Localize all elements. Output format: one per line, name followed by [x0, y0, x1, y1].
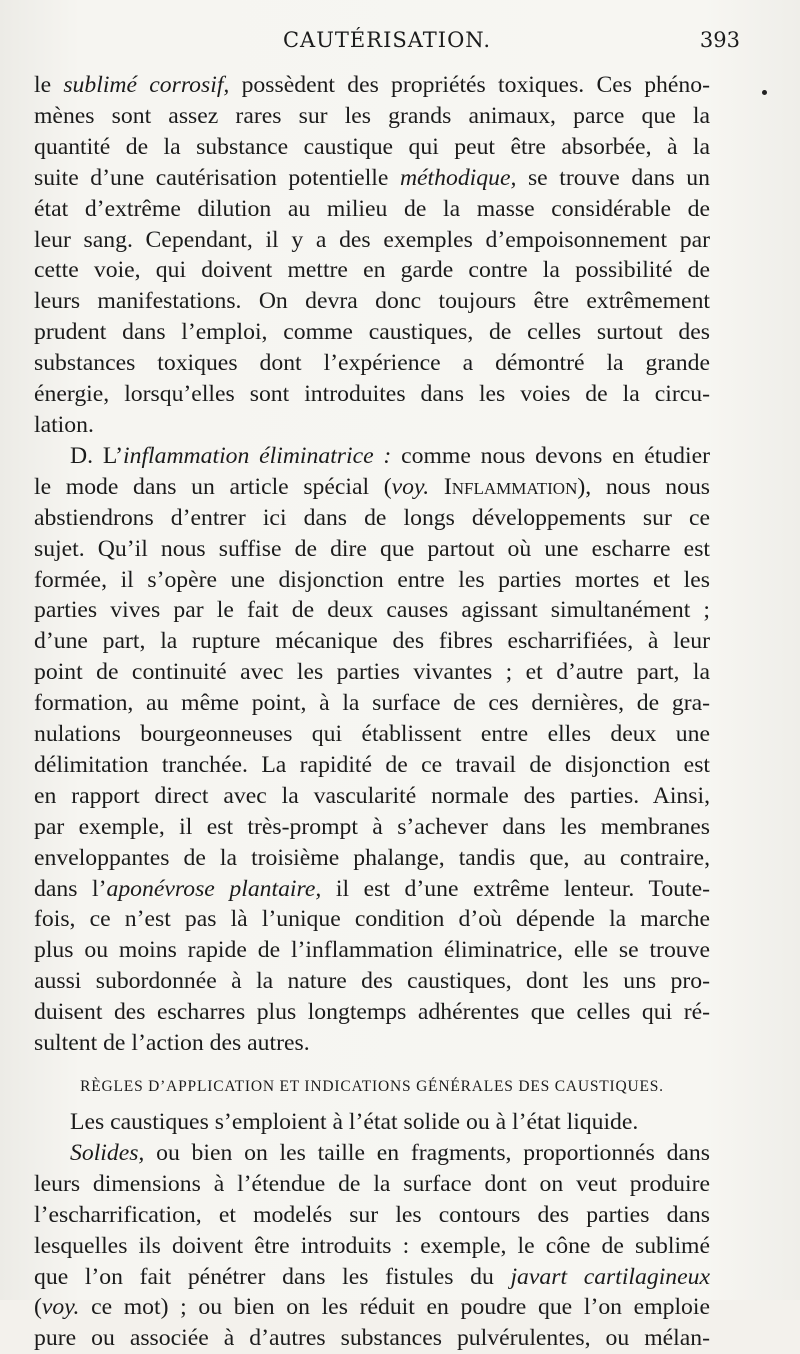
text-run: leur sang. Cependant, il y a des exemples d’empoisonnement par [34, 226, 710, 253]
text-line [34, 472, 710, 503]
text-run: formée, il s’opère une disjonction entre les parties mortes et les [34, 566, 710, 593]
paragraph-toxic-properties [34, 70, 710, 441]
text-line [34, 101, 710, 132]
text-line [34, 1231, 710, 1262]
text-run: sujet. Qu’il nous suffise de dire que partout où une escharre est [34, 535, 710, 562]
text-run: fois, ce n’est pas là l’unique condition d’où dépende la marche [34, 906, 710, 933]
italic-text-run: voy. [41, 1294, 80, 1321]
text-run: D. L’ [70, 442, 124, 469]
text-run: lesquelles ils doivent être introduits : exemple, le cône de sublimé [34, 1232, 710, 1259]
text-run: pure ou associée à d’autres substances pulvérulentes, ou mélan- [34, 1325, 710, 1352]
text-line [34, 1323, 710, 1354]
text-run: suite d’une cautérisation potentielle [34, 164, 400, 191]
text-line [34, 410, 710, 441]
page-body [34, 70, 710, 1354]
text-line [34, 935, 710, 966]
text-run: délimitation tranchée. La rapidité de ce travail de disjonction est [34, 751, 710, 778]
text-run: abstiendrons d’entrer ici dans de longs développements sur ce [34, 504, 710, 531]
section-spacer [34, 1059, 710, 1075]
text-run: Les caustiques s’emploient à l’état solide ou à l’état liquide. [70, 1109, 639, 1135]
text-line [34, 657, 710, 688]
ink-dot-mark [762, 90, 767, 95]
italic-text-run: aponévrose plantaire, [106, 875, 322, 902]
text-run: énergie, lorsqu’elles sont introduites dans les voies de la circu- [34, 381, 710, 408]
text-run: ce mot) ; ou bien on les réduit en poudre que l’on emploie [79, 1294, 710, 1321]
italic-text-run: voy. [391, 473, 430, 500]
text-line [34, 595, 710, 626]
text-line [34, 997, 710, 1028]
small-caps-text-run: Inflammation [443, 473, 578, 500]
text-line [34, 132, 710, 163]
text-line [34, 688, 710, 719]
text-line [34, 286, 710, 317]
text-run: lation. [34, 411, 94, 438]
text-line [34, 1028, 710, 1059]
text-run: formation, au même point, à la surface de ces dernières, de gra- [34, 690, 710, 717]
page-number: 393 [699, 28, 740, 52]
text-run: cette voie, qui doivent mettre en garde contre la possibilité de [34, 257, 710, 284]
paragraph-inflammation-eliminatrice [34, 441, 710, 1059]
text-line [34, 1138, 710, 1169]
italic-text-run: javart cartilagineux [510, 1263, 710, 1290]
text-line [34, 904, 710, 935]
section-heading: RÈGLES D’APPLICATION ET INDICATIONS GÉNÉRALES DES CAUSTIQUES. [80, 1078, 664, 1095]
text-run: mènes sont assez rares sur les grands animaux, parce que la [34, 102, 710, 129]
text-line [34, 781, 710, 812]
text-line [34, 1292, 710, 1323]
text-line [34, 317, 710, 348]
text-run: sultent de l’action des autres. [34, 1030, 310, 1057]
text-run: par exemple, il est très-prompt à s’achever dans les membranes [34, 813, 710, 840]
text-run [429, 474, 444, 500]
text-run: d’une part, la rupture mécanique des fibres escharrifiées, à leur [34, 628, 710, 655]
text-line [34, 843, 710, 874]
text-run: leurs manifestations. On devra donc toujours être extrêmement [34, 288, 710, 315]
text-run: le [34, 72, 64, 98]
text-run: ou bien on les taille en fragments, proportionnés dans [144, 1139, 710, 1166]
text-line [34, 194, 710, 225]
text-run: état d’extrême dilution au milieu de la masse considérable de [34, 195, 710, 222]
text-line [34, 503, 710, 534]
paragraph-solid-liquid [34, 1107, 710, 1138]
text-run: aussi subordonnée à la nature des caustiques, dont les uns pro- [34, 968, 710, 995]
text-run: possèdent des propriétés toxiques. Ces phéno- [229, 72, 710, 98]
text-run: leurs dimensions à l’étendue de la surface dont on veut produire [34, 1170, 710, 1197]
text-run: se trouve dans un [516, 164, 710, 191]
text-line [34, 255, 710, 286]
text-run: enveloppantes de la troisième phalange, tandis que, au contraire, [34, 844, 710, 871]
text-run: en rapport direct avec la vascularité normale des parties. Ainsi, [34, 782, 710, 809]
text-line [34, 70, 710, 101]
text-run: prudent dans l’emploi, comme caustiques, de celles surtout des [34, 319, 710, 346]
italic-text-run: Solides, [70, 1139, 145, 1166]
text-line [34, 750, 710, 781]
paragraph-solids [34, 1138, 710, 1354]
text-line [34, 163, 710, 194]
text-run: plus ou moins rapide de l’inflammation éliminatrice, elle se trouve [34, 937, 710, 964]
italic-text-run: inflammation éliminatrice : [123, 442, 392, 469]
text-run: ( [34, 1294, 42, 1321]
text-line [34, 225, 710, 256]
text-line [34, 626, 710, 657]
text-run: point de continuité avec les parties vivantes ; et d’autre part, la [34, 659, 710, 686]
text-run: parties vives par le fait de deux causes agissant simultanément ; [34, 597, 710, 624]
text-run: ), nous nous [577, 473, 711, 500]
text-line [34, 565, 710, 596]
text-line [34, 1262, 710, 1293]
text-line [34, 966, 710, 997]
text-run: nulations bourgeonneuses qui établissent entre elles deux une [34, 721, 710, 748]
running-title: CAUTÉRISATION. [282, 28, 491, 52]
text-line [34, 534, 710, 565]
text-run: dans l’ [34, 875, 107, 902]
text-run: l’escharrification, et modelés sur les contours des parties dans [34, 1201, 710, 1228]
text-line [34, 812, 710, 843]
text-line [34, 1169, 710, 1200]
text-line [34, 1200, 710, 1231]
text-run: que l’on fait pénétrer dans les fistules du [34, 1263, 511, 1290]
text-line [34, 348, 710, 379]
text-run: substances toxiques dont l’expérience a démontré la grande [34, 350, 710, 377]
text-line [34, 379, 710, 410]
text-line [34, 1107, 710, 1138]
text-run: duisent des escharres plus longtemps adhérentes que celles qui ré- [34, 999, 710, 1026]
italic-text-run: méthodique, [399, 164, 517, 191]
page-header [34, 28, 740, 60]
text-line [34, 719, 710, 750]
text-run: comme nous devons en étudier [391, 442, 711, 469]
italic-text-run: sublimé corrosif, [63, 72, 230, 98]
text-run: le mode dans un article spécial ( [34, 473, 392, 500]
text-line [34, 874, 710, 905]
text-run: quantité de la substance caustique qui peut être absorbée, à la [34, 133, 710, 160]
text-run: il est d’une extrême lenteur. Toute- [321, 875, 710, 902]
text-line [34, 441, 710, 472]
